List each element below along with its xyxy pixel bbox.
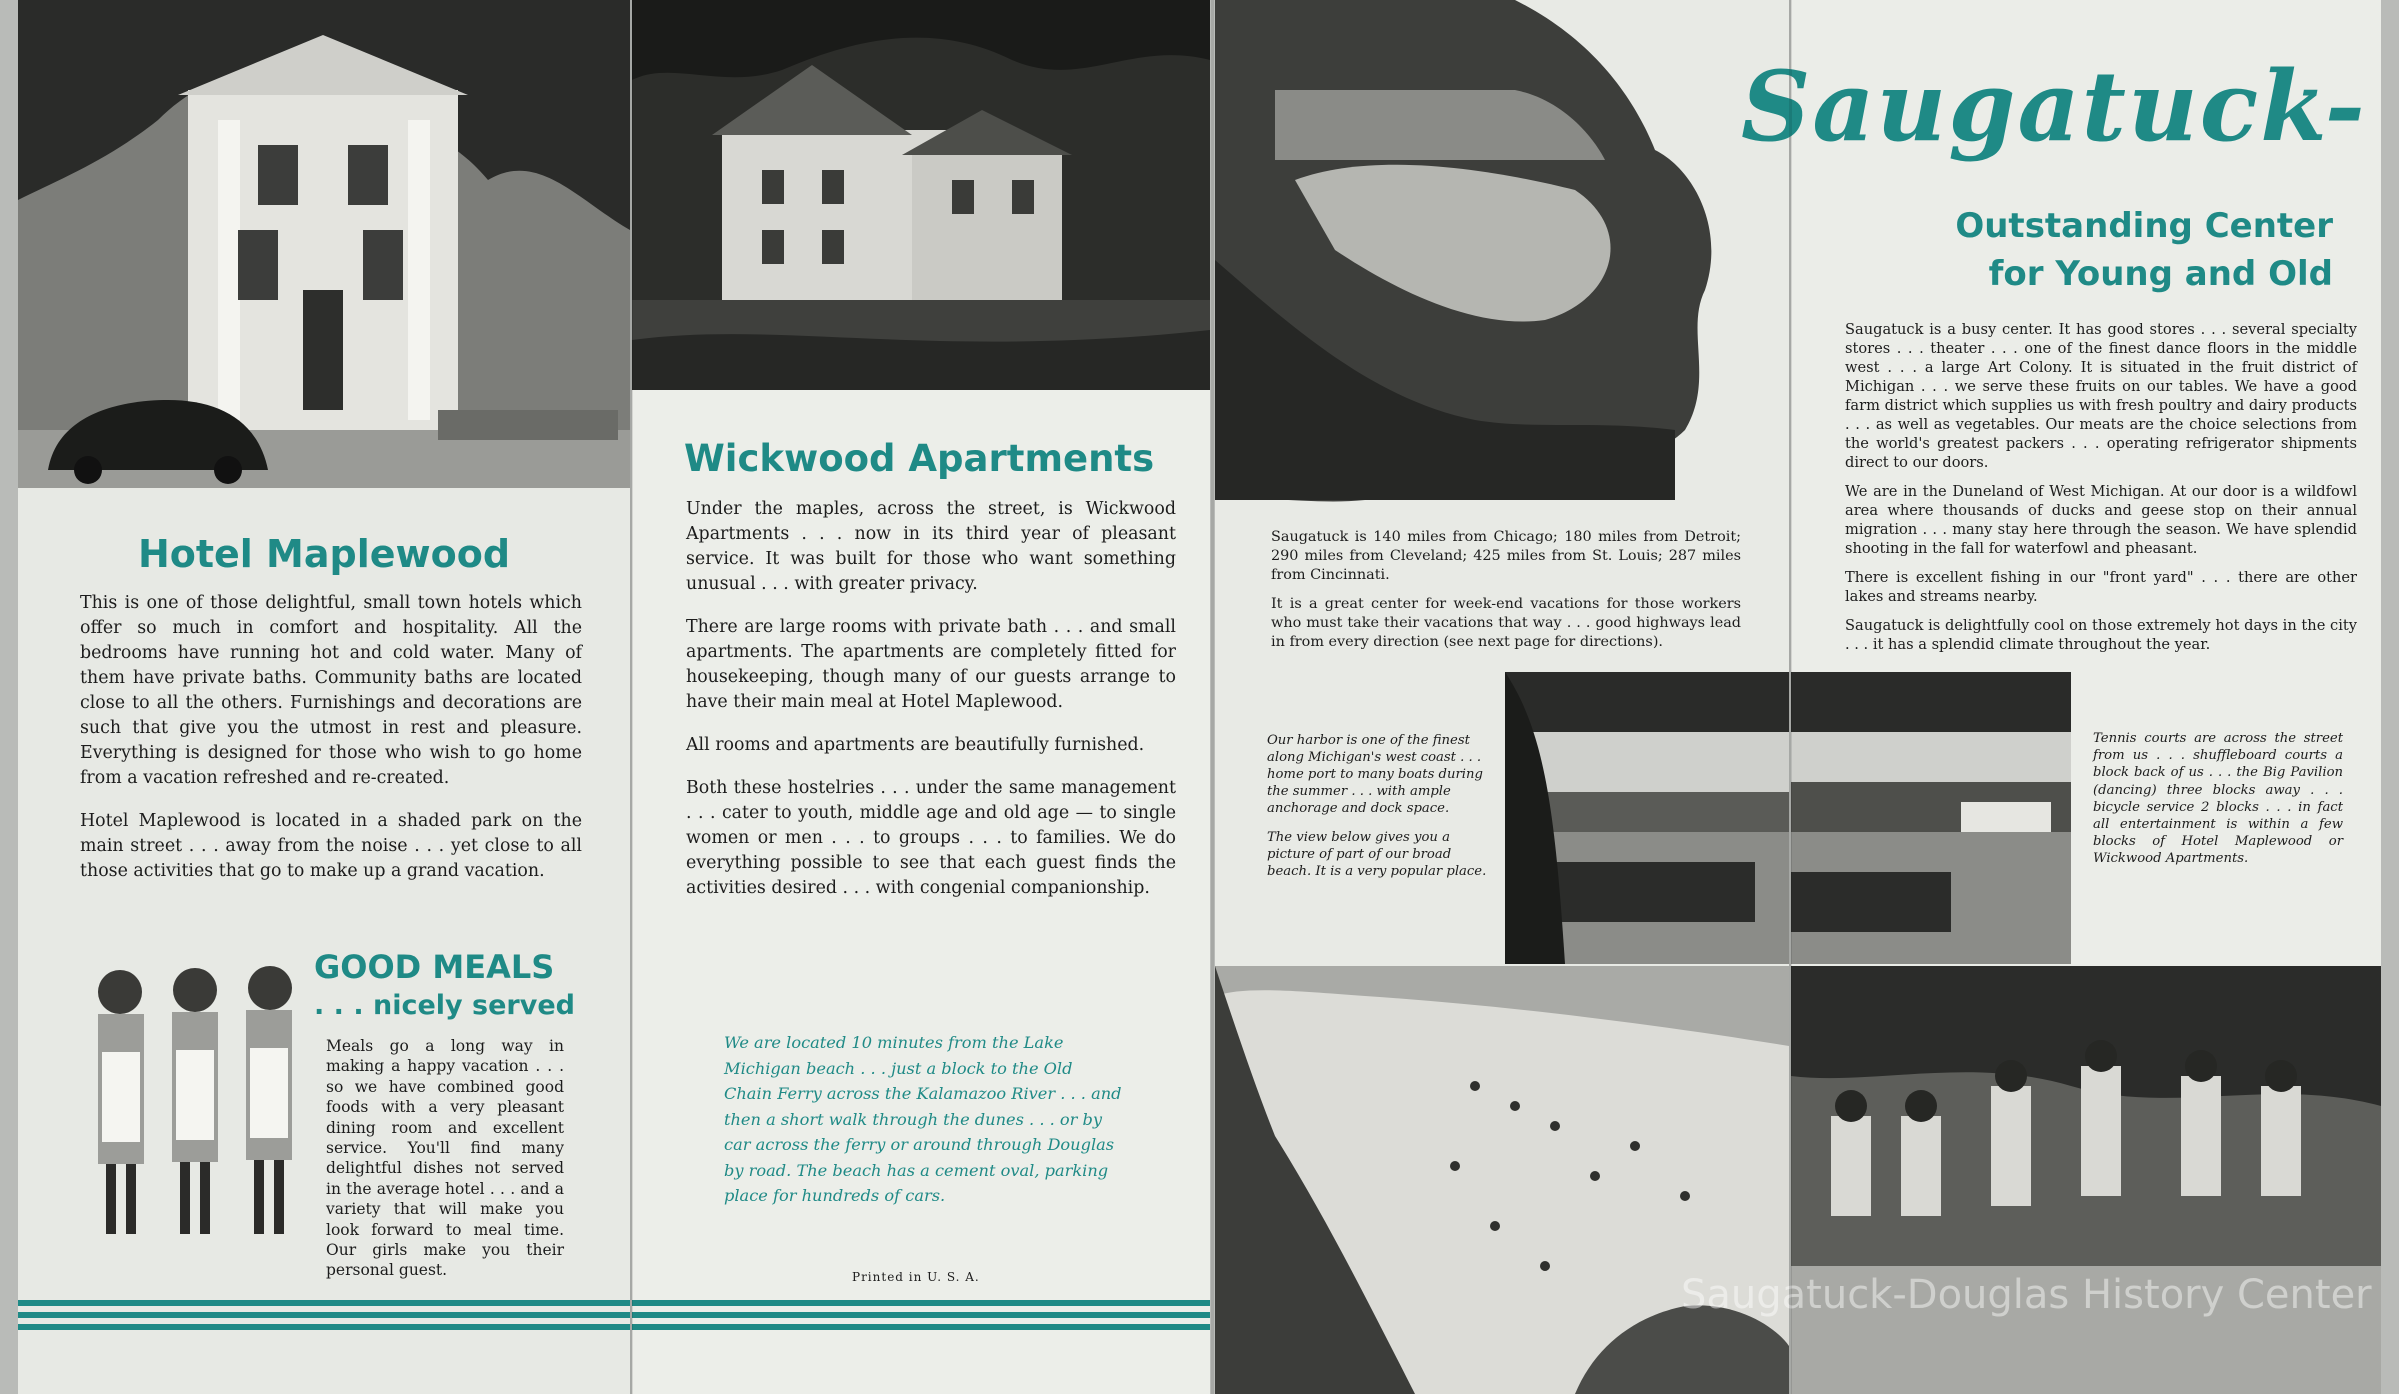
decorative-stripes [632, 1300, 1210, 1346]
saugatuck-subtitle-line2: for Young and Old [1988, 254, 2333, 294]
wickwood-panel [632, 0, 1210, 1394]
harbor-photo-right [1791, 672, 2071, 964]
saugatuck-description [1845, 320, 2357, 672]
shuffleboard-photo [1791, 966, 2381, 1394]
hotel-paragraph-2: Hotel Maplewood is located in a shaded park on the main street . . . away from the noise . . . yet close to all those activities that go to make up a grand vacation. [80, 811, 582, 881]
hotel-paragraph-1: This is one of those delightful, small town hotels which offer so much in comfort and hospitality. All the bedrooms have running hot and cold water. Many of them have private baths. Community baths are located close to all the others. Furnishings and decorations are such that give you the utmost in rest and pleasure. Everything is designed for those who wish to go home from a vacation refreshed and re-created. [80, 593, 582, 788]
good-meals-title: GOOD MEALS [314, 948, 555, 986]
saugatuck-title: Saugatuck- [1741, 50, 2367, 163]
tennis-caption: Tennis courts are across the street from us . . . shuffleboard courts a block back of us . . . the Big Pavilion (dancing) three blocks away . . . bicycle service 2 blocks . . . in fact all entertainment is within a few blocks of Hotel Maplewood or Wickwood Apartments. [2093, 731, 2343, 867]
beach-text: The view below gives you a picture of part of our broad beach. It is a very popular place. [1267, 830, 1487, 879]
harbor-photo-left [1505, 672, 1789, 964]
fold-line [1211, 0, 1214, 1394]
good-meals-subtitle: . . . nicely served [314, 990, 575, 1021]
wickwood-paragraph-2: There are large rooms with private bath . . . and small apartments. The apartments are completely fitted for housekeeping, though many of our guests arrange to have their main meal at Hotel Maplewood. [686, 617, 1176, 712]
saugatuck-paragraph-1: Saugatuck is a busy center. It has good stores . . . several specialty stores . . . theater . . . one of the finest dance floors in the middle west . . . a large Art Colony. It is situated in the fruit district of Michigan . . . we serve these fruits on our tables. We have a good farm district which supplies us with fresh poultry and dairy products . . . as well as vegetables. Our meats are the choice selections from the world's greatest packers . . . operating refrigerator shipments direct to our doors. [1845, 321, 2357, 471]
hotel-maplewood-panel [18, 0, 630, 1394]
hotel-title: Hotel Maplewood [137, 532, 511, 576]
fold-line [1789, 0, 1792, 1394]
wickwood-paragraph-3: All rooms and apartments are beautifully furnished. [686, 735, 1145, 755]
weekend-paragraph: It is a great center for week-end vacations for those workers who must take their vacations that way . . . good highways lead in from every direction (see next page for directions). [1271, 596, 1741, 650]
wickwood-photo [632, 0, 1210, 390]
saugatuck-photos-panel [1215, 0, 1789, 1394]
fold-line [630, 0, 633, 1394]
wickwood-paragraph-1: Under the maples, across the street, is Wickwood Apartments . . . now in its third year of pleasant service. It was built for those who want something unusual . . . with greater privacy. [686, 499, 1176, 594]
hotel-description [80, 591, 582, 902]
wickwood-paragraph-4: Both these hostelries . . . under the same management . . . cater to youth, middle age and old age — to single women or men . . . to groups . . . to families. We do everything possible to see that each guest finds the activities desired . . . with congenial companionship. [686, 778, 1176, 898]
watermark: Saugatuck-Douglas History Center [1681, 1272, 2372, 1318]
distance-paragraph: Saugatuck is 140 miles from Chicago; 180 miles from Detroit; 290 miles from Cleveland; 425 miles from St. Louis; 287 miles from Cincinnati. [1271, 529, 1741, 583]
saugatuck-paragraph-2: We are in the Duneland of West Michigan. At our door is a wildfowl area where thousands of ducks and geese stop on their annual migration . . . many stay here through the season. We have splendid shooting in the fall for waterfowl and pheasant. [1845, 483, 2357, 557]
wickwood-title: Wickwood Apartments [684, 437, 1155, 480]
wickwood-description [686, 497, 1176, 919]
location-note: We are located 10 minutes from the Lake Michigan beach . . . just a block to the Old Chain Ferry across the Kalamazoo River . . . and then a short walk through the dunes . . . or by car across the ferry or around through Douglas by road. The beach has a cement oval, parking place for hundreds of cars. [724, 1033, 1122, 1205]
saugatuck-paragraph-4: Saugatuck is delightfully cool on those extremely hot days in the city . . . it has a splendid climate throughout the year. [1845, 617, 2357, 653]
good-meals-text: Meals go a long way in making a happy vacation . . . so we have combined good foods with a very pleasant dining room and excellent service. You'll find many delightful dishes not served in the average hotel . . . and a variety that will make you look forward to meal time. Our girls make you their personal guest. [326, 1037, 564, 1280]
saugatuck-distances [1271, 528, 1741, 670]
beach-photo [1215, 966, 1789, 1394]
saugatuck-subtitle-line1: Outstanding Center [1955, 206, 2333, 246]
hotel-photo [18, 0, 630, 488]
harbor-caption [1267, 732, 1495, 898]
printed-in-usa: Printed in U. S. A. [852, 1270, 980, 1284]
waitresses-photo [80, 952, 312, 1252]
river-view-photo [1215, 0, 1735, 520]
harbor-text: Our harbor is one of the finest along Michigan's west coast . . . home port to many boats during the summer . . . with ample anchorage and dock space. [1267, 733, 1483, 816]
saugatuck-text-panel [1681, 0, 2381, 1394]
decorative-stripes [18, 1300, 630, 1346]
saugatuck-paragraph-3: There is excellent fishing in our "front yard" . . . there are other lakes and streams nearby. [1845, 569, 2357, 605]
